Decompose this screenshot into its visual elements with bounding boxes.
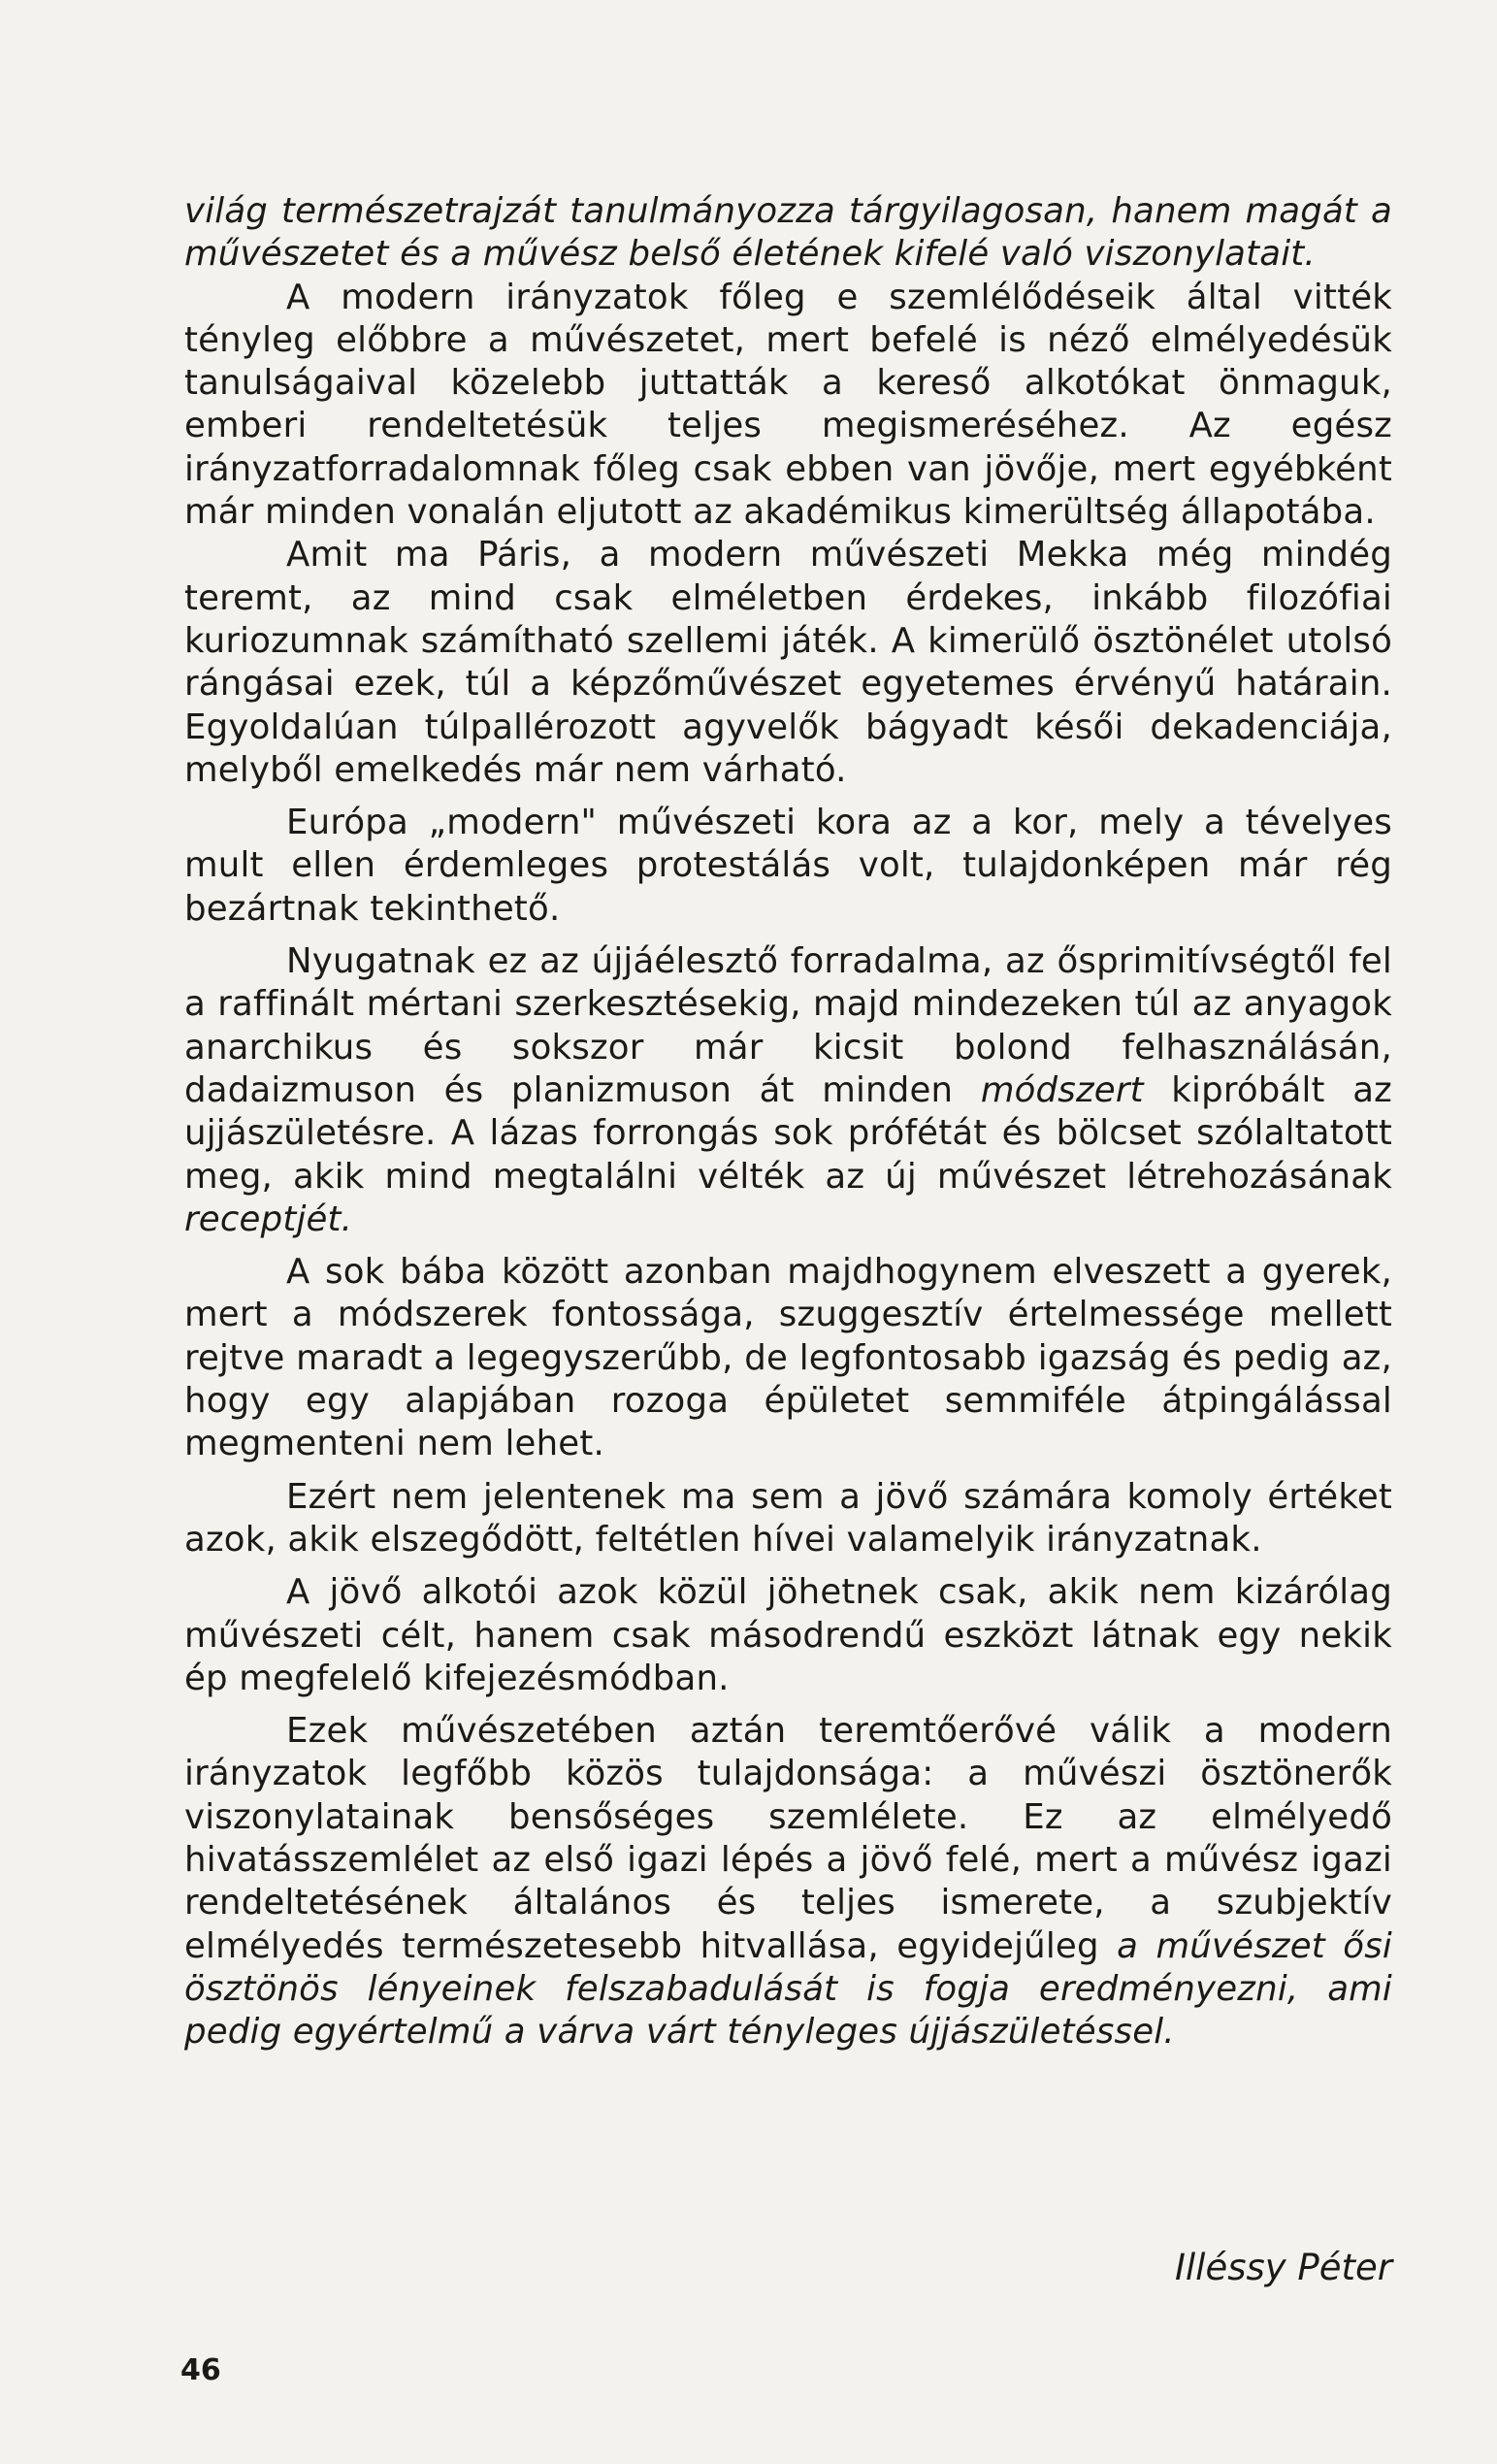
- italic-text: a művészet ősi ösztönös lényeinek felszabadulását is fogja eredményezni, ami pedig egyértelmű a várva várt tényleges újjászületéssel.: [184, 1925, 1392, 2053]
- page-number: 46: [180, 2353, 221, 2387]
- paragraph-1: [184, 190, 1392, 277]
- paragraph-8: A jövő alkotói azok közül jöhetnek csak, akik nem kizárólag művészeti célt, hanem csak másodrendű eszközt látnak egy nekik ép megfelelő kifejezésmódban.: [184, 1572, 1392, 1698]
- italic-text: módszert: [980, 1069, 1144, 1110]
- paragraph-7: Ezért nem jelentenek ma sem a jövő számára komoly értéket azok, akik elszegődött, feltétlen hívei valamelyik irányzatnak.: [184, 1476, 1392, 1560]
- article-body: [184, 190, 1392, 2053]
- author-signature: Illéssy Péter: [1174, 2247, 1392, 2288]
- paragraph-5-text-b: kipróbált az ujjászületésre. A lázas forrongás sok prófétát és bölcset szólaltatott meg, akik mind megtalálni vélték az új művészet létrehozásának: [184, 1069, 1392, 1197]
- paragraph-5: [184, 940, 1392, 1241]
- paragraph-6: A sok bába között azonban majdhogynem elveszett a gyerek, mert a módszerek fontossága, szuggesztív értelmessége mellett rejtve maradt a legegyszerűbb, de legfontosabb igazság és pedig az, hogy egy alapjában rozoga épületet semmiféle átpingálással megmenteni nem lehet.: [184, 1252, 1392, 1464]
- italic-text: világ természetrajzát tanulmányozza tárgyilagosan, hanem magát a művészetet és a művész belső életének kifelé való viszonylatait.: [184, 191, 1392, 275]
- paragraph-4: Európa „modern" művészeti kora az a kor, mely a tévelyes mult ellen érdemleges protestálás volt, tulajdonképen már rég bezártnak tekinthető.: [184, 803, 1392, 929]
- paragraph-5-text-a: Nyugatnak ez az újjáélesztő forradalma, az ősprimitívségtől fel a raffinált mértani szerkesztésekig, majd mindezeken túl az anyagok anarchikus és sokszor már kicsit bolond felhasználásán, dadaizmuson és planizmuson át minden: [184, 941, 1392, 1110]
- italic-text: receptjét.: [184, 1199, 353, 1239]
- paragraph-2: A modern irányzatok főleg e szemlélődéseik által vitték tényleg előbbre a művészetet, mert befelé is néző elmélyedésük tanulságaival közelebb juttatták a kereső alkotókat önmaguk, emberi rendeltetésük teljes megismeréséhez. Az egész irányzatforradalomnak főleg csak ebben van jövője, mert egyébként már minden vonalán eljutott az akadémikus kimerültség állapotába.: [184, 277, 1392, 533]
- paragraph-9-text: Ezek művészetében aztán teremtőerővé válik a modern irányzatok legfőbb közös tulajdonsága: a művészi ösztönerők viszonylatainak bensőséges szemlélete. Ez az elmélyedő hivatásszemlélet az első igazi lépés a jövő felé, mert a művész igazi rendeltetésének általános és teljes ismerete, a szubjektív elmélyedés természetesebb hitvallása, egyidejűleg: [184, 1711, 1392, 1966]
- paragraph-9: [184, 1710, 1392, 2053]
- paragraph-3: Amit ma Páris, a modern művészeti Mekka még mindég teremt, az mind csak elméletben érdekes, inkább filozófiai kuriozumnak számítható szellemi játék. A kimerülő ösztönélet utolsó rángásai ezek, túl a képzőművészet egyetemes érvényű határain. Egyoldalúan túlpallérozott agyvelők bágyadt késői dekadenciája, melyből emelkedés már nem várható.: [184, 535, 1392, 790]
